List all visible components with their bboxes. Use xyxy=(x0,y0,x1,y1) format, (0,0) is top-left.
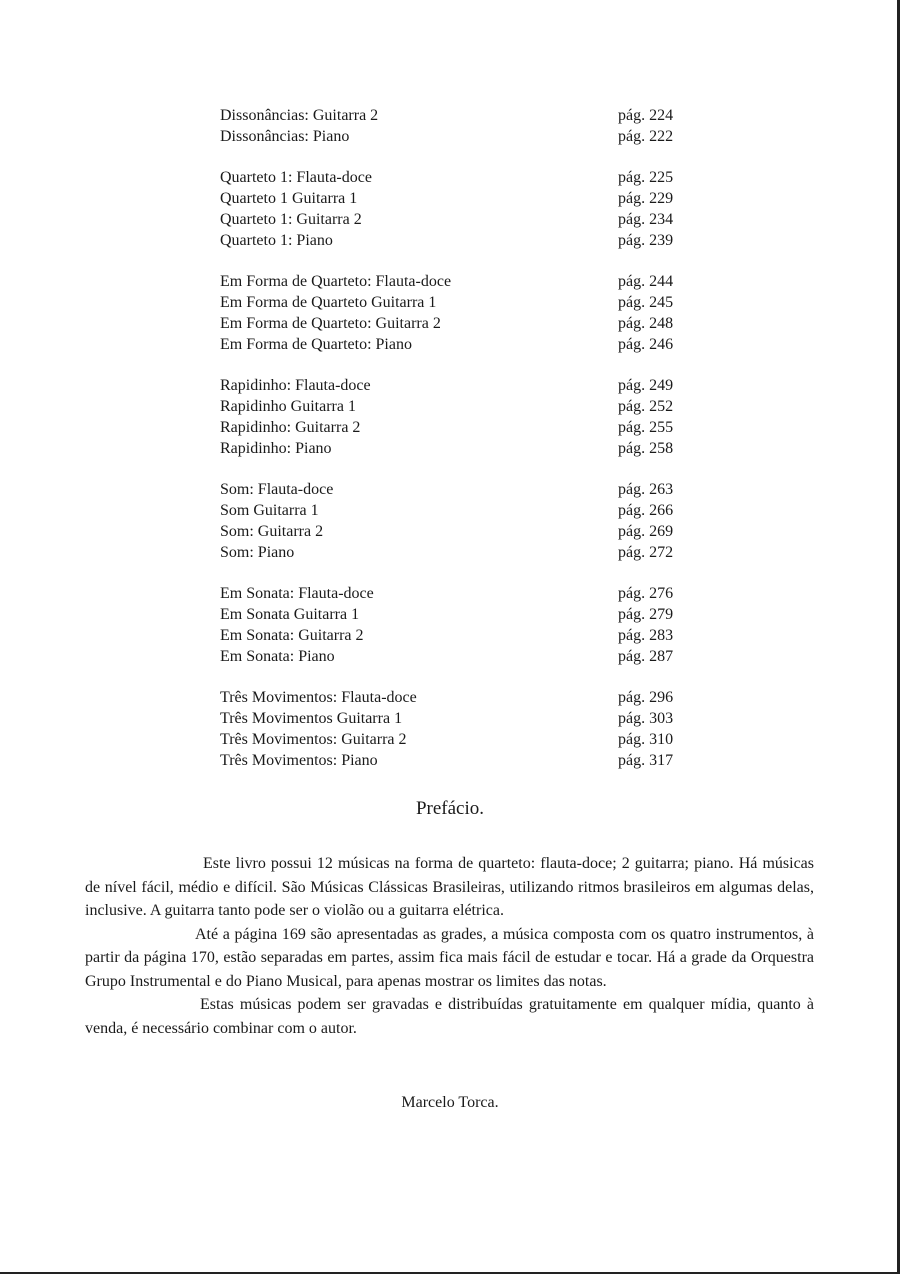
toc-entry-title: Em Forma de Quarteto: Flauta-doce xyxy=(220,273,452,291)
preface-body xyxy=(85,852,814,1040)
toc-entry-page: pág. 229 xyxy=(618,190,674,208)
toc-entry-page: pág. 279 xyxy=(618,606,674,624)
toc-entry-title: Em Forma de Quarteto: Piano xyxy=(220,335,412,353)
toc-entry-page: pág. 266 xyxy=(618,502,674,520)
toc-entry-page: pág. 255 xyxy=(618,418,674,436)
toc-entry-title: Rapidinho: Guitarra 2 xyxy=(220,418,361,436)
toc-entry xyxy=(220,397,690,418)
toc-entry-title: Dissonâncias: Guitarra 2 xyxy=(220,107,379,124)
toc-group xyxy=(220,688,690,771)
toc-entry-page: pág. 303 xyxy=(618,710,674,728)
toc-group xyxy=(220,480,690,563)
preface-paragraph: Estas músicas podem ser gravadas e distribuídas gratuitamente em qualquer mídia, quanto à venda, é necessário combinar com o autor. xyxy=(85,996,814,1037)
toc-entry-page: pág. 224 xyxy=(618,107,674,124)
toc-group xyxy=(220,376,690,459)
toc-entry-title: Rapidinho: Flauta-doce xyxy=(220,377,371,395)
toc-entry-title: Som Guitarra 1 xyxy=(220,502,319,520)
toc-entry xyxy=(220,647,690,668)
toc-entry-page: pág. 222 xyxy=(618,127,674,145)
toc-entry-page: pág. 245 xyxy=(618,294,674,312)
author-signature: Marcelo Torca. xyxy=(401,1094,499,1111)
toc-entry-title: Três Movimentos: Flauta-doce xyxy=(220,689,417,707)
toc-entry-title: Três Movimentos: Piano xyxy=(220,751,378,769)
toc-entry-page: pág. 244 xyxy=(618,273,674,291)
toc-entry xyxy=(220,106,690,127)
toc-entry-page: pág. 287 xyxy=(618,647,674,665)
toc-entry xyxy=(220,168,690,189)
toc-entry-page: pág. 252 xyxy=(618,398,674,416)
toc-entry xyxy=(220,439,690,460)
toc-entry-title: Quarteto 1 Guitarra 1 xyxy=(220,190,358,208)
toc-entry xyxy=(220,418,690,439)
toc-entry-title: Quarteto 1: Guitarra 2 xyxy=(220,210,362,228)
toc-entry xyxy=(220,584,690,605)
toc-entry xyxy=(220,709,690,730)
toc-entry xyxy=(220,231,690,252)
toc-entry-title: Rapidinho Guitarra 1 xyxy=(220,398,356,416)
toc-entry-title: Som: Guitarra 2 xyxy=(220,522,324,540)
toc-entry-page: pág. 225 xyxy=(618,169,674,187)
toc-entry xyxy=(220,293,690,314)
toc-entry-page: pág. 234 xyxy=(618,210,674,228)
toc-entry-page: pág. 296 xyxy=(618,689,674,707)
toc-group xyxy=(220,272,690,355)
toc-entry-title: Em Forma de Quarteto: Guitarra 2 xyxy=(220,314,441,332)
toc-entry-title: Em Sonata: Flauta-doce xyxy=(220,585,374,603)
toc-entry xyxy=(220,210,690,231)
toc-entry-title: Dissonâncias: Piano xyxy=(220,127,350,145)
toc-entry-title: Quarteto 1: Piano xyxy=(220,231,333,249)
toc-entry xyxy=(220,480,690,501)
toc-entry-page: pág. 258 xyxy=(618,439,674,457)
toc-entry-page: pág. 310 xyxy=(618,730,674,748)
preface-paragraph: Até a página 169 são apresentadas as grades, a música composta com os quatro instrumentos, à partir da página 170, estão separadas em partes, assim fica mais fácil de estudar e tocar. Há a grade da Orquestra Grupo Instrumental e do Piano Musical, para apenas mostrar os limites das notas. xyxy=(85,925,814,990)
toc-entry xyxy=(220,543,690,564)
preface-title: Prefácio. xyxy=(415,798,485,819)
toc-entry xyxy=(220,730,690,751)
toc-entry xyxy=(220,127,690,148)
toc-entry xyxy=(220,522,690,543)
toc-entry xyxy=(220,626,690,647)
toc-entry-title: Som: Piano xyxy=(220,543,295,561)
toc-entry xyxy=(220,272,690,293)
toc-entry-page: pág. 249 xyxy=(618,377,674,395)
toc-entry xyxy=(220,314,690,335)
toc-group xyxy=(220,168,690,251)
toc-entry-page: pág. 263 xyxy=(618,481,674,499)
toc-entry-title: Em Sonata Guitarra 1 xyxy=(220,606,360,624)
toc-entry-title: Três Movimentos: Guitarra 2 xyxy=(220,730,407,748)
toc-entry xyxy=(220,335,690,356)
toc-entry-page: pág. 283 xyxy=(618,626,674,644)
toc-entry xyxy=(220,501,690,522)
toc-entry-page: pág. 276 xyxy=(618,585,674,603)
toc-entry xyxy=(220,376,690,397)
toc-entry-page: pág. 269 xyxy=(618,522,674,540)
toc-entry-title: Som: Flauta-doce xyxy=(220,481,334,499)
toc-entry-title: Quarteto 1: Flauta-doce xyxy=(220,169,372,187)
preface-paragraph: Este livro possui 12 músicas na forma de quarteto: flauta-doce; 2 guitarra; piano. Há músicas de nível fácil, médio e difícil. São Músicas Clássicas Brasileiras, utilizando ritmos brasileiros em algumas delas, inclusive. A guitarra tanto pode ser o violão ou a guitarra elétrica. xyxy=(85,855,814,919)
toc-entry-title: Em Sonata: Piano xyxy=(220,647,335,665)
toc-entry-title: Rapidinho: Piano xyxy=(220,439,332,457)
toc-entry-page: pág. 248 xyxy=(618,314,674,332)
toc-group xyxy=(220,106,690,148)
toc-entry xyxy=(220,751,690,772)
table-of-contents xyxy=(220,106,690,792)
toc-entry-page: pág. 246 xyxy=(618,335,674,353)
toc-entry-page: pág. 317 xyxy=(618,751,674,769)
toc-entry xyxy=(220,688,690,709)
toc-entry xyxy=(220,189,690,210)
toc-group xyxy=(220,584,690,667)
toc-entry-title: Três Movimentos Guitarra 1 xyxy=(220,710,403,728)
toc-entry xyxy=(220,605,690,626)
toc-entry-page: pág. 272 xyxy=(618,543,674,561)
toc-entry-title: Em Forma de Quarteto Guitarra 1 xyxy=(220,294,437,312)
toc-entry-page: pág. 239 xyxy=(618,231,674,249)
toc-entry-title: Em Sonata: Guitarra 2 xyxy=(220,626,364,644)
